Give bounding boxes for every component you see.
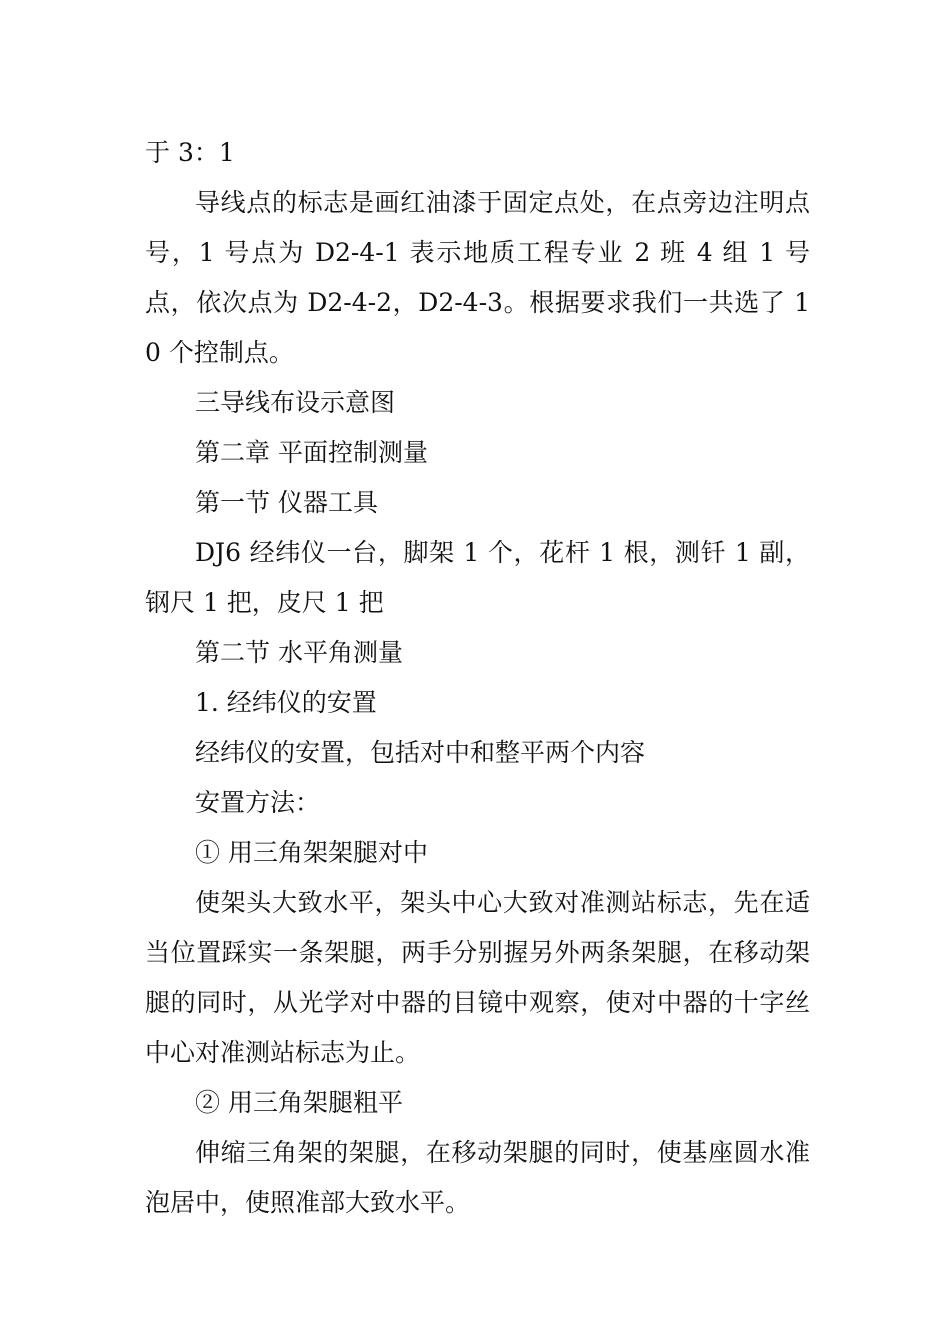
heading-step-2-rough-leveling: ② 用三角架腿粗平 bbox=[195, 1088, 403, 1117]
paragraph-setup-overview: 经纬仪的安置，包括对中和整平两个内容 bbox=[195, 738, 646, 767]
heading-theodolite-setup: 1. 经纬仪的安置 bbox=[195, 688, 377, 717]
heading-section-1: 第一节 仪器工具 bbox=[195, 488, 378, 517]
paragraph-centering-procedure: 使架头大致水平，架头中心大致对准测站标志，先在适当位置踩实一条架腿，两手分别握另外两条架腿，在移动架腿的同时，从光学对中器的目镜中观察，使对中器的十字丝中心对准测站标志为止。 bbox=[145, 888, 810, 1067]
paragraph-traverse-point-marking: 导线点的标志是画红油漆于固定点处，在点旁边注明点号，1 号点为 D2-4-1 表示地质工程专业 2 班 4 组 1 号点，依次点为 D2-4-2，D2-4-3。根据要求我们一共选了 10 个控制点。 bbox=[145, 188, 810, 367]
paragraph-equipment-list: DJ6 经纬仪一台，脚架 1 个，花杆 1 根，测钎 1 副，钢尺 1 把，皮尺 1 把 bbox=[145, 538, 810, 617]
heading-setup-method: 安置方法： bbox=[195, 788, 321, 817]
paragraph-rough-leveling-procedure: 伸缩三角架的架腿，在移动架腿的同时，使基座圆水准泡居中，使照准部大致水平。 bbox=[145, 1138, 810, 1217]
heading-chapter-2: 第二章 平面控制测量 bbox=[195, 438, 428, 467]
paragraph-ratio-continuation: 于 3：1 bbox=[145, 138, 235, 167]
heading-traverse-layout-diagram: 三导线布设示意图 bbox=[195, 388, 396, 417]
document-body bbox=[145, 128, 810, 1228]
heading-step-1-centering: ① 用三角架架腿对中 bbox=[195, 838, 428, 867]
heading-section-2: 第二节 水平角测量 bbox=[195, 638, 403, 667]
